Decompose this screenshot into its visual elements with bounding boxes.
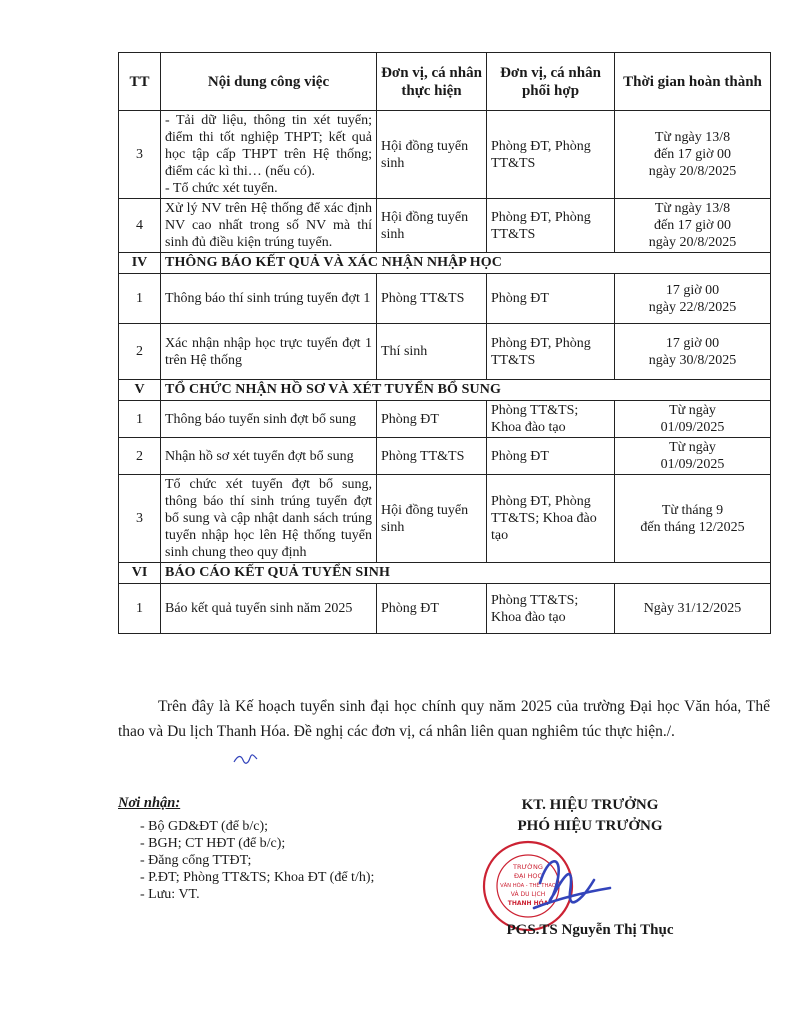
table-row xyxy=(119,111,771,199)
row-deadline xyxy=(615,199,771,253)
row-coordinator: Phòng TT&TS; Khoa đào tạo xyxy=(487,401,615,438)
row-content: Tổ chức xét tuyển đợt bổ sung, thông báo thí sinh trúng tuyển đợt bổ sung và cập nhật danh sách trúng tuyển nhập học lên Hệ thống tuyển sinh chung theo quy định xyxy=(161,475,377,563)
row-content: Báo kết quả tuyển sinh năm 2025 xyxy=(161,584,377,634)
table-row xyxy=(119,584,771,634)
deadline-line: Từ ngày 13/8 xyxy=(654,130,731,145)
row-deadline xyxy=(615,111,771,199)
table-row xyxy=(119,438,771,475)
row-number: 1 xyxy=(119,401,161,438)
row-deadline xyxy=(615,401,771,438)
header-content: Nội dung công việc xyxy=(161,53,377,111)
deadline-line: ngày 20/8/2025 xyxy=(648,235,737,250)
deadline-line: Từ tháng 9 xyxy=(661,502,724,518)
row-number: 1 xyxy=(119,274,161,324)
row-coordinator: Phòng TT&TS; Khoa đào tạo xyxy=(487,584,615,634)
row-executor: Phòng TT&TS xyxy=(377,438,487,475)
table-row xyxy=(119,324,771,380)
row-number: 4 xyxy=(119,199,161,253)
row-number: 3 xyxy=(119,475,161,563)
deadline-line: 01/09/2025 xyxy=(660,457,725,472)
closing-paragraph: Trên đây là Kế hoạch tuyển sinh đại học chính quy năm 2025 của trường Đại học Văn hóa, Thể thao và Du lịch Thanh Hóa. Đề nghị các đơn vị, cá nhân liên quan nghiêm túc thực hiện./. xyxy=(118,698,770,740)
deadline-line: 01/09/2025 xyxy=(660,420,725,435)
initial-mark-icon xyxy=(232,752,258,766)
row-deadline xyxy=(615,475,771,563)
deadline-line: đến 17 giờ 00 xyxy=(653,218,731,233)
row-deadline xyxy=(615,274,771,324)
row-content: Nhận hồ sơ xét tuyển đợt bổ sung xyxy=(161,438,377,475)
header-tt: TT xyxy=(119,53,161,111)
deadline-line: Từ ngày xyxy=(669,403,716,418)
section-title: THÔNG BÁO KẾT QUẢ VÀ XÁC NHẬN NHẬP HỌC xyxy=(161,253,771,274)
row-content: Xử lý NV trên Hệ thống để xác định NV cao nhất trong số NV mà thí sinh đủ điều kiện trúng tuyển. xyxy=(161,199,377,253)
row-executor: Phòng ĐT xyxy=(377,401,487,438)
deadline-line: đến 17 giờ 00 xyxy=(653,147,731,162)
content-line: - Tổ chức xét tuyển. xyxy=(165,181,278,196)
section-numeral: VI xyxy=(119,563,161,584)
row-number: 2 xyxy=(119,324,161,380)
row-executor: Phòng ĐT xyxy=(377,584,487,634)
deadline-line: 17 giờ 00 xyxy=(665,335,720,351)
header-coordinator: Đơn vị, cá nhân phối hợp xyxy=(487,53,615,111)
deadline-line: Từ ngày 13/8 xyxy=(654,201,731,216)
row-number: 2 xyxy=(119,438,161,475)
seal-text: ĐẠI HỌC xyxy=(513,872,543,880)
seal-text: VĂN HÓA - THỂ THAO xyxy=(500,883,556,889)
section-row-vi xyxy=(119,563,771,584)
header-deadline: Thời gian hoàn thành xyxy=(615,53,771,111)
row-content: Thông báo thí sinh trúng tuyển đợt 1 xyxy=(161,274,377,324)
row-deadline xyxy=(615,438,771,475)
signer-name: PGS.TS Nguyễn Thị Thục xyxy=(506,922,674,938)
deadline-line: 17 giờ 00 xyxy=(665,282,720,298)
recipient-item: - Bộ GD&ĐT (để b/c); xyxy=(140,818,374,835)
seal-text: TRƯỜNG xyxy=(513,863,543,871)
row-coordinator: Phòng ĐT, Phòng TT&TS xyxy=(487,324,615,380)
row-content: Thông báo tuyển sinh đợt bổ sung xyxy=(161,401,377,438)
section-title: TỔ CHỨC NHẬN HỒ SƠ VÀ XÉT TUYỂN BỔ SUNG xyxy=(161,380,771,401)
row-content xyxy=(161,111,377,199)
row-coordinator: Phòng ĐT, Phòng TT&TS xyxy=(487,111,615,199)
row-deadline xyxy=(615,324,771,380)
section-row-iv xyxy=(119,253,771,274)
header-executor: Đơn vị, cá nhân thực hiện xyxy=(377,53,487,111)
recipients-list xyxy=(118,818,374,903)
seal-text: THANH HÓA xyxy=(507,900,549,907)
row-executor: Hội đồng tuyển sinh xyxy=(377,199,487,253)
table-row xyxy=(119,401,771,438)
row-executor: Hội đồng tuyển sinh xyxy=(377,111,487,199)
signature-role-1: KT. HIỆU TRƯỞNG xyxy=(521,797,659,813)
section-title: BÁO CÁO KẾT QUẢ TUYỂN SINH xyxy=(161,563,771,584)
row-coordinator: Phòng ĐT xyxy=(487,274,615,324)
plan-table xyxy=(118,52,771,634)
table-row xyxy=(119,199,771,253)
deadline-line: đến tháng 12/2025 xyxy=(640,519,745,535)
deadline-line: ngày 22/8/2025 xyxy=(648,299,737,315)
row-number: 3 xyxy=(119,111,161,199)
table-row xyxy=(119,475,771,563)
deadline-line: Từ ngày xyxy=(669,440,716,455)
row-content: Xác nhận nhập học trực tuyến đợt 1 trên Hệ thống xyxy=(161,324,377,380)
content-line: - Tải dữ liệu, thông tin xét tuyển; điểm thi tốt nghiệp THPT; kết quả học tập cấp THPT trên Hệ thống; điểm các kì thi… (nếu có). xyxy=(165,113,372,179)
seal-text: VÀ DU LỊCH xyxy=(510,891,546,898)
recipients-title: Nơi nhận: xyxy=(118,795,181,811)
row-deadline: Ngày 31/12/2025 xyxy=(615,584,771,634)
section-row-v xyxy=(119,380,771,401)
row-coordinator: Phòng ĐT, Phòng TT&TS xyxy=(487,199,615,253)
table-row xyxy=(119,274,771,324)
recipient-item: - Lưu: VT. xyxy=(140,886,374,903)
signature-title-block xyxy=(470,795,710,837)
recipient-item: - BGH; CT HĐT (để b/c); xyxy=(140,835,374,852)
row-number: 1 xyxy=(119,584,161,634)
row-executor: Thí sinh xyxy=(377,324,487,380)
table-header-row xyxy=(119,53,771,111)
row-executor: Phòng TT&TS xyxy=(377,274,487,324)
recipient-item: - Đăng cổng TTĐT; xyxy=(140,852,374,869)
signature-role-2: PHÓ HIỆU TRƯỞNG xyxy=(517,818,663,834)
deadline-line: ngày 20/8/2025 xyxy=(648,164,737,179)
section-numeral: V xyxy=(119,380,161,401)
recipient-item: - P.ĐT; Phòng TT&TS; Khoa ĐT (để t/h); xyxy=(140,869,374,886)
row-coordinator: Phòng ĐT, Phòng TT&TS; Khoa đào tạo xyxy=(487,475,615,563)
section-numeral: IV xyxy=(119,253,161,274)
recipients-block xyxy=(118,795,374,903)
row-executor: Hội đồng tuyển sinh xyxy=(377,475,487,563)
row-coordinator: Phòng ĐT xyxy=(487,438,615,475)
deadline-line: ngày 30/8/2025 xyxy=(648,352,737,368)
